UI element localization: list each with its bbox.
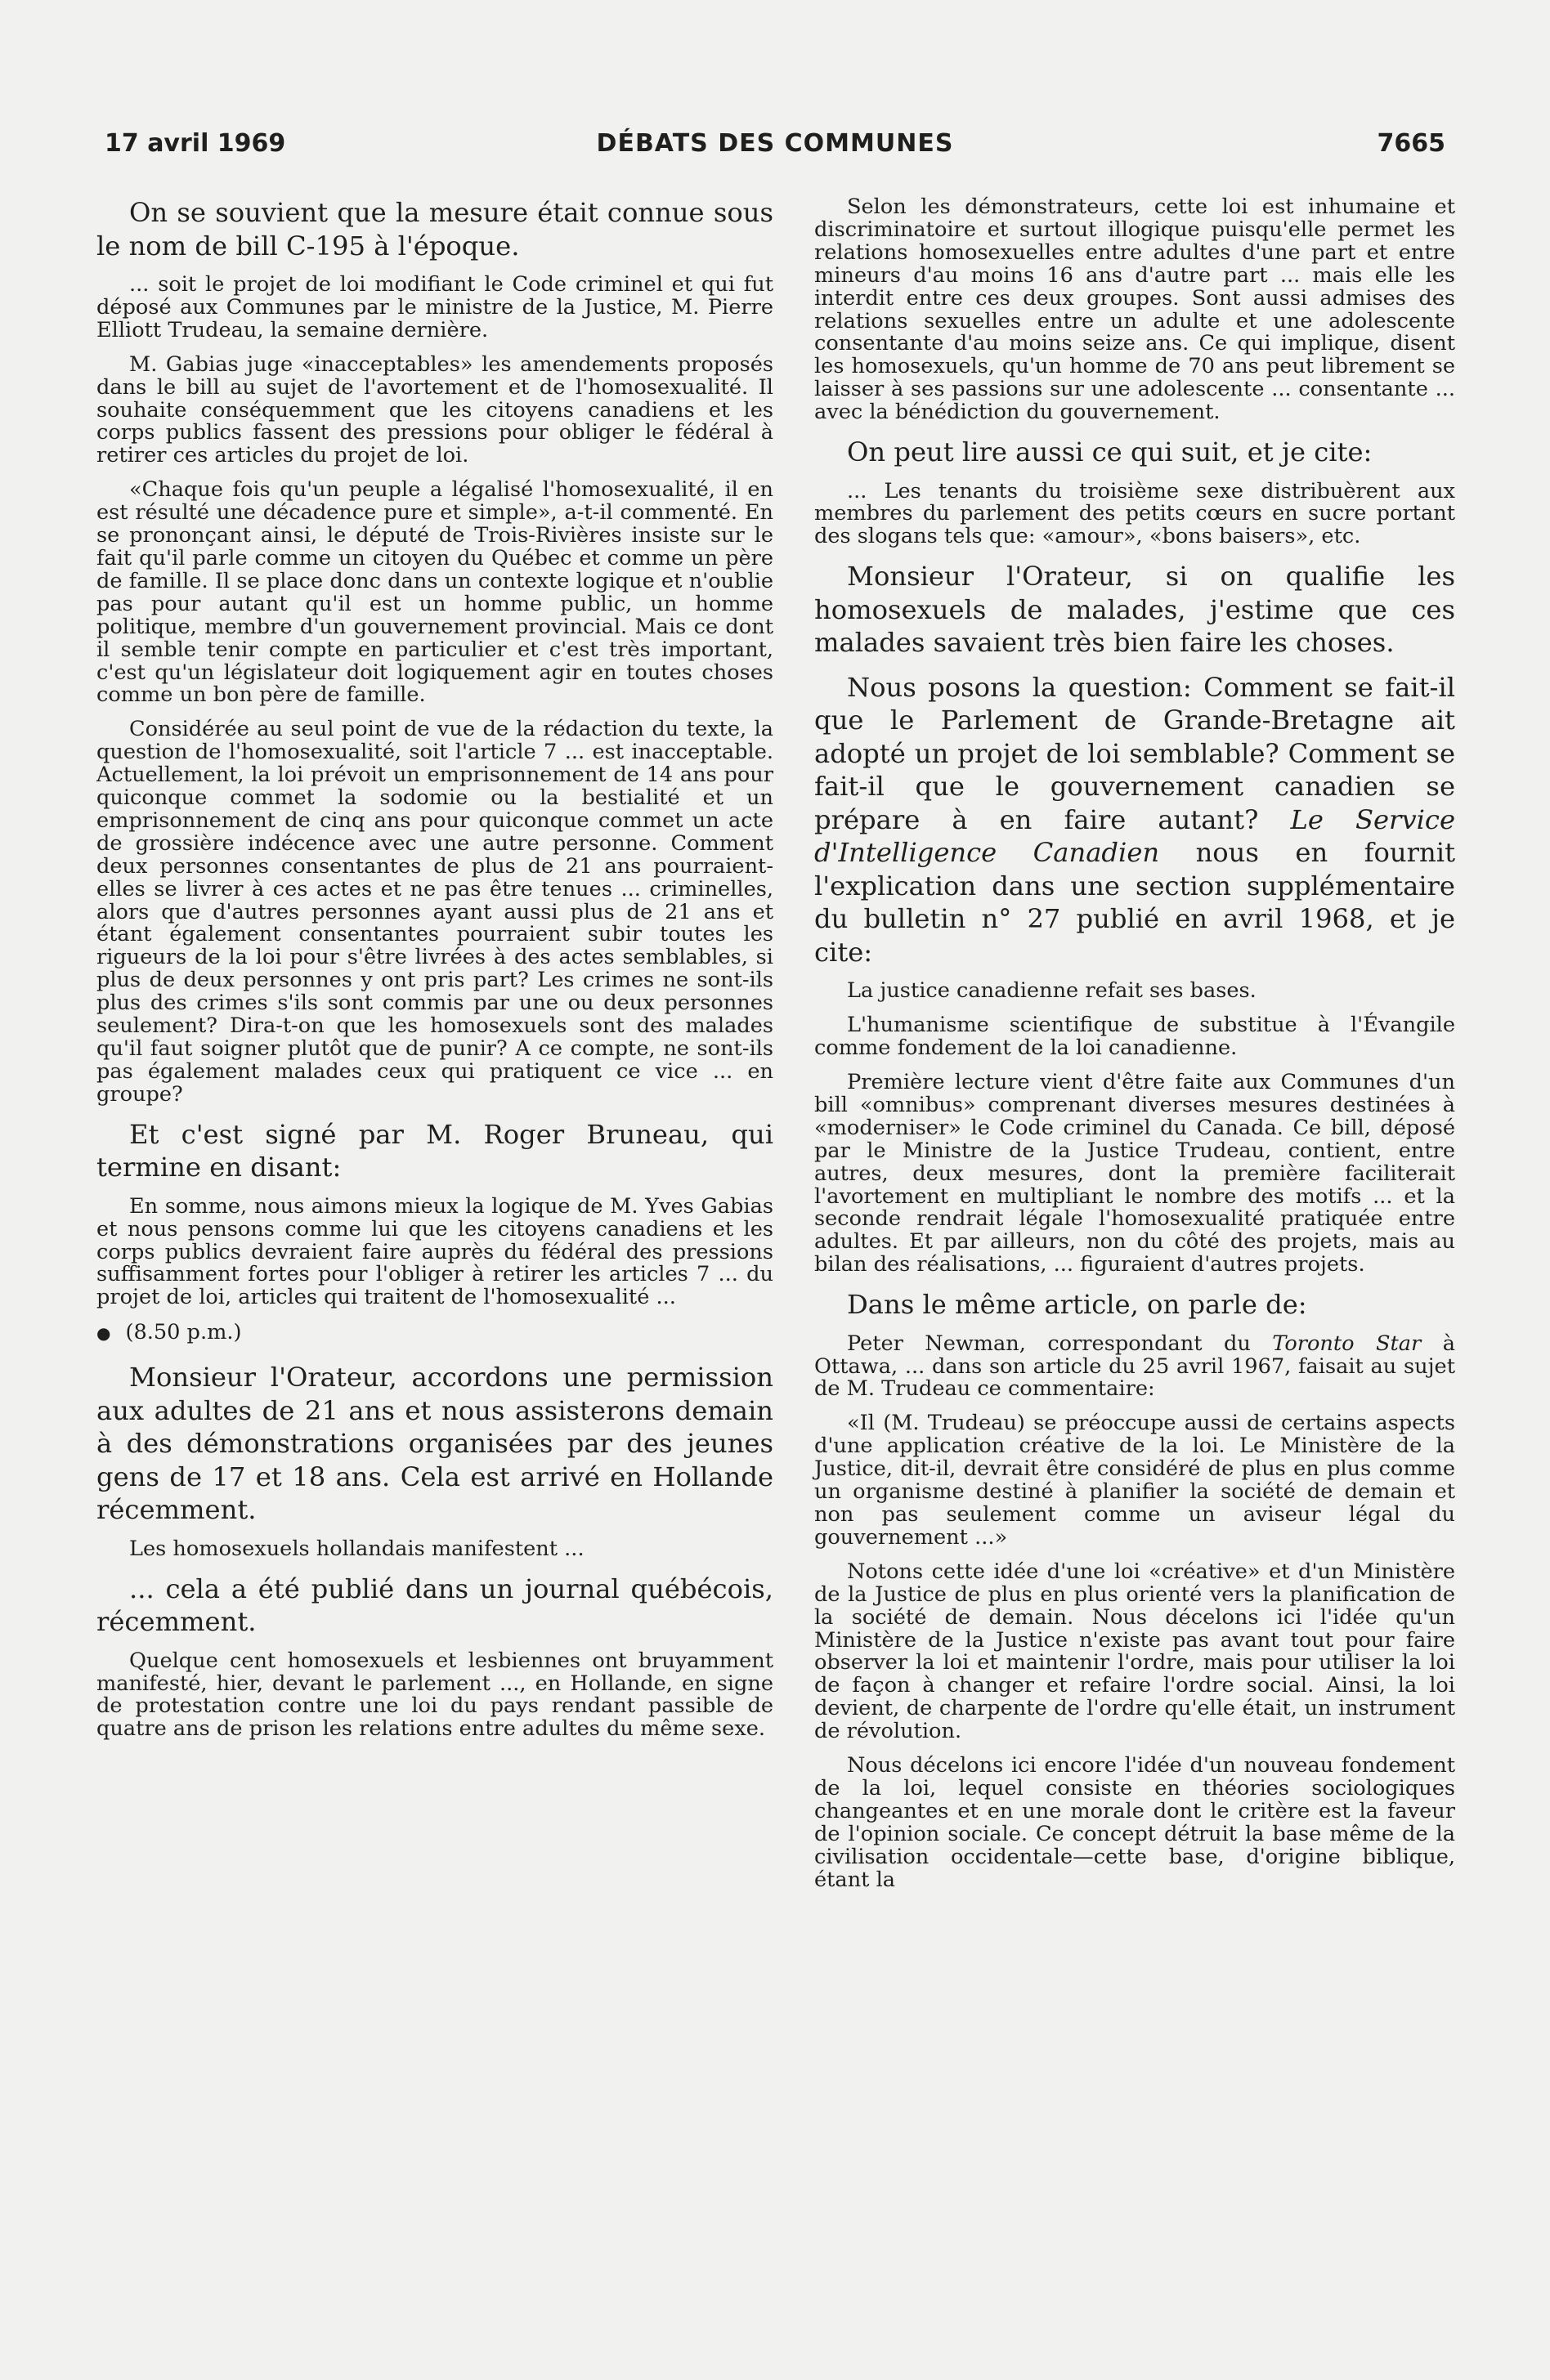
page-header — [105, 129, 1445, 170]
text-run: nous en fournit l'explication dans une section supplémentaire du bulletin n° 27 publié en avril 1968, et je cite: — [814, 837, 1455, 968]
quoted-paragraph: ... soit le projet de loi modifiant le Code criminel et qui fut déposé aux Communes par le ministre de la Justice, M. Pierre Elliott Trudeau, la semaine dernière. — [96, 272, 773, 342]
left-column — [96, 196, 773, 1752]
quoted-paragraph: Notons cette idée d'une loi «créative» et d'un Ministère de la Justice de plus en plus orienté vers la planification de la société de demain. Nous décelons ici l'idée qu'un Ministère de la Justice n'existe pas avant tout pour faire observer la loi et maintenir l'ordre, mais pour utiliser la loi de façon à changer et refaire l'ordre social. Ainsi, la loi devient, de charpente de l'ordre qu'elle était, un instrument de révolution. — [814, 1559, 1455, 1744]
quoted-paragraph: La justice canadienne refait ses bases. — [847, 978, 1257, 1004]
speech-paragraph: On se souvient que la mesure était connue sous le nom de bill C-195 à l'époque. — [96, 197, 773, 262]
quoted-paragraph: Les homosexuels hollandais manifestent ... — [129, 1536, 585, 1561]
text-run: Nous posons la question: Comment se fait-il que le Parlement de Grande-Bretagne ait adopté un projet de loi semblable? Comment se fait-il que le gouvernement canadien se prépare à en faire autant? — [814, 671, 1455, 835]
header-title: DÉBATS DES COMMUNES — [596, 129, 954, 158]
quoted-paragraph: Première lecture vient d'être faite aux Communes d'un bill «omnibus» comprenant diverses mesures destinées à «moderniser» le Code criminel du Canada. Ce bill, déposé par le Ministre de la Justice Trudeau, contient, entre autres, deux mesures, dont la première faciliterait l'avortement en multipliant le nombre des motifs ... et la seconde rendrait légale l'homosexualité pratiquée entre adultes. Et par ailleurs, non du côté des projets, mais au bilan des réalisations, ... figuraient d'autres projets. — [814, 1070, 1455, 1277]
text-run: Peter Newman, correspondant du — [847, 1331, 1273, 1356]
quoted-paragraph — [814, 1333, 1455, 1402]
speech-paragraph — [814, 671, 1455, 969]
publication-title: Toronto Star — [1272, 1331, 1422, 1356]
quoted-paragraph: «Chaque fois qu'un peuple a légalisé l'homosexualité, il en est résulté une décadence pure et simple», a-t-il commenté. En se prononçant ainsi, le député de Trois-Rivières insiste sur le fait qu'il parle comme un citoyen du Québec et comme un père de famille. Il se place donc dans un contexte logique et n'oublie pas pour autant qu'il est un homme public, un homme politique, membre d'un gouvernement provincial. Mais ce dont il semble tenir compte en particulier et c'est très important, c'est qu'un législateur doit logiquement agir en toutes choses comme un bon père de famille. — [96, 477, 773, 708]
right-column — [814, 196, 1455, 1904]
quoted-paragraph: Considérée au seul point de vue de la rédaction du texte, la question de l'homosexualité, soit l'article 7 ... est inacceptable. Actuellement, la loi prévoit un emprisonnement de 14 ans pour quiconque commet la sodomie ou la bestialité et un emprisonnement de cinq ans pour quiconque commet un acte de grossière indécence avec une autre personne. Comment deux personnes consentantes de plus de 21 ans pourraient-elles se livrer à ces actes et ne pas être tenues ... criminelles, alors que d'autres personnes ayant aussi plus de 21 ans et étant également consentantes pourraient subir toutes les rigueurs de la loi pour s'être livrées à des actes semblables, si plus de deux personnes y ont pris part? Les crimes ne sont-ils plus des crimes s'ils sont commis par une ou deux personnes seulement? Dira-t-on que les homosexuels sont des malades qu'il faut soigner plutôt que de punir? A ce compte, ne sont-ils pas également malades ceux qui pratiquent ce vice ... en groupe? — [96, 717, 773, 1107]
time-marker — [96, 1321, 773, 1344]
header-page-number: 7665 — [1377, 129, 1445, 158]
quoted-paragraph: «Il (M. Trudeau) se préoccupe aussi de certains aspects d'une application créative de la loi. Le Ministère de la Justice, dit-il, devrait être considéré de plus en plus comme un organisme destiné à planifier la société de demain et non pas seulement comme un aviseur légal du gouvernement ...» — [814, 1411, 1455, 1550]
publication-title: Le Service d'Intelligence Canadien — [814, 803, 1455, 869]
speech-paragraph: Dans le même article, on parle de: — [847, 1289, 1307, 1321]
speech-paragraph: On peut lire aussi ce qui suit, et je cite: — [847, 436, 1373, 468]
header-date: 17 avril 1969 — [105, 129, 286, 158]
quoted-paragraph: En somme, nous aimons mieux la logique de M. Yves Gabias et nous pensons comme lui que les citoyens canadiens et les corps publics devraient faire auprès du fédéral des pressions suffisamment fortes pour l'obliger à retirer les articles 7 ... du projet de loi, articles qui traitent de l'homosexualité ... — [96, 1193, 773, 1310]
bullet-icon: ● — [96, 1323, 111, 1344]
quoted-paragraph: Selon les démonstrateurs, cette loi est inhumaine et discriminatoire et surtout illogique puisqu'elle permet les relations homosexuelles entre adultes d'une part et entre mineurs d'au moins 16 ans d'autre part ... mais elle les interdit entre ces deux groupes. Sont aussi admises des relations sexuelles entre un adulte et une adolescente consentante d'au moins seize ans. Ce qui implique, disent les homosexuels, qu'un homme de 70 ans peut librement se laisser à ses passions sur une adolescente ... consentante ... avec la bénédiction du gouvernement. — [814, 195, 1455, 425]
text-run: à Ottawa, ... dans son article du 25 avril 1967, faisait au sujet de M. Trudeau ce commentaire: — [814, 1331, 1455, 1402]
quoted-paragraph: L'humanisme scientifique de substitue à l'Évangile comme fondement de la loi canadienne. — [814, 1013, 1455, 1061]
quoted-paragraph: ... Les tenants du troisième sexe distribuèrent aux membres du parlement des petits cœurs en sucre portant des slogans tels que: «amour», «bons baisers», etc. — [814, 478, 1455, 549]
quoted-paragraph: Quelque cent homosexuels et lesbiennes ont bruyamment manifesté, hier, devant le parlement ..., en Hollande, en signe de protestation contre une loi du pays rendant passible de quatre ans de prison les relations entre adultes du même sexe. — [96, 1648, 773, 1742]
quoted-paragraph: M. Gabias juge «inacceptables» les amendements proposés dans le bill au sujet de l'avortement et de l'homosexualité. Il souhaite conséquemment que les citoyens canadiens et les corps publics fassent des pressions pour obliger le fédéral à retirer ces articles du projet de loi. — [96, 351, 773, 468]
quoted-paragraph: Nous décelons ici encore l'idée d'un nouveau fondement de la loi, lequel consiste en théories sociologiques changeantes et en une morale dont le critère est la faveur de l'opinion sociale. Ce concept détruit la base même de la civilisation occidentale—cette base, d'origine biblique, étant la — [814, 1753, 1455, 1892]
speech-paragraph: Monsieur l'Orateur, si on qualifie les homosexuels de malades, j'estime que ces malades savaient très bien faire les choses. — [814, 561, 1455, 659]
speech-paragraph: Et c'est signé par M. Roger Bruneau, qui termine en disant: — [96, 1118, 773, 1183]
speech-paragraph: ... cela a été publié dans un journal québécois, récemment. — [96, 1572, 773, 1638]
speech-paragraph: Monsieur l'Orateur, accordons une permission aux adultes de 21 ans et nous assisterons demain à des démonstrations organisées par des jeunes gens de 17 et 18 ans. Cela est arrivé en Hollande récemment. — [96, 1362, 773, 1526]
time-stamp: (8.50 p.m.) — [125, 1320, 242, 1345]
